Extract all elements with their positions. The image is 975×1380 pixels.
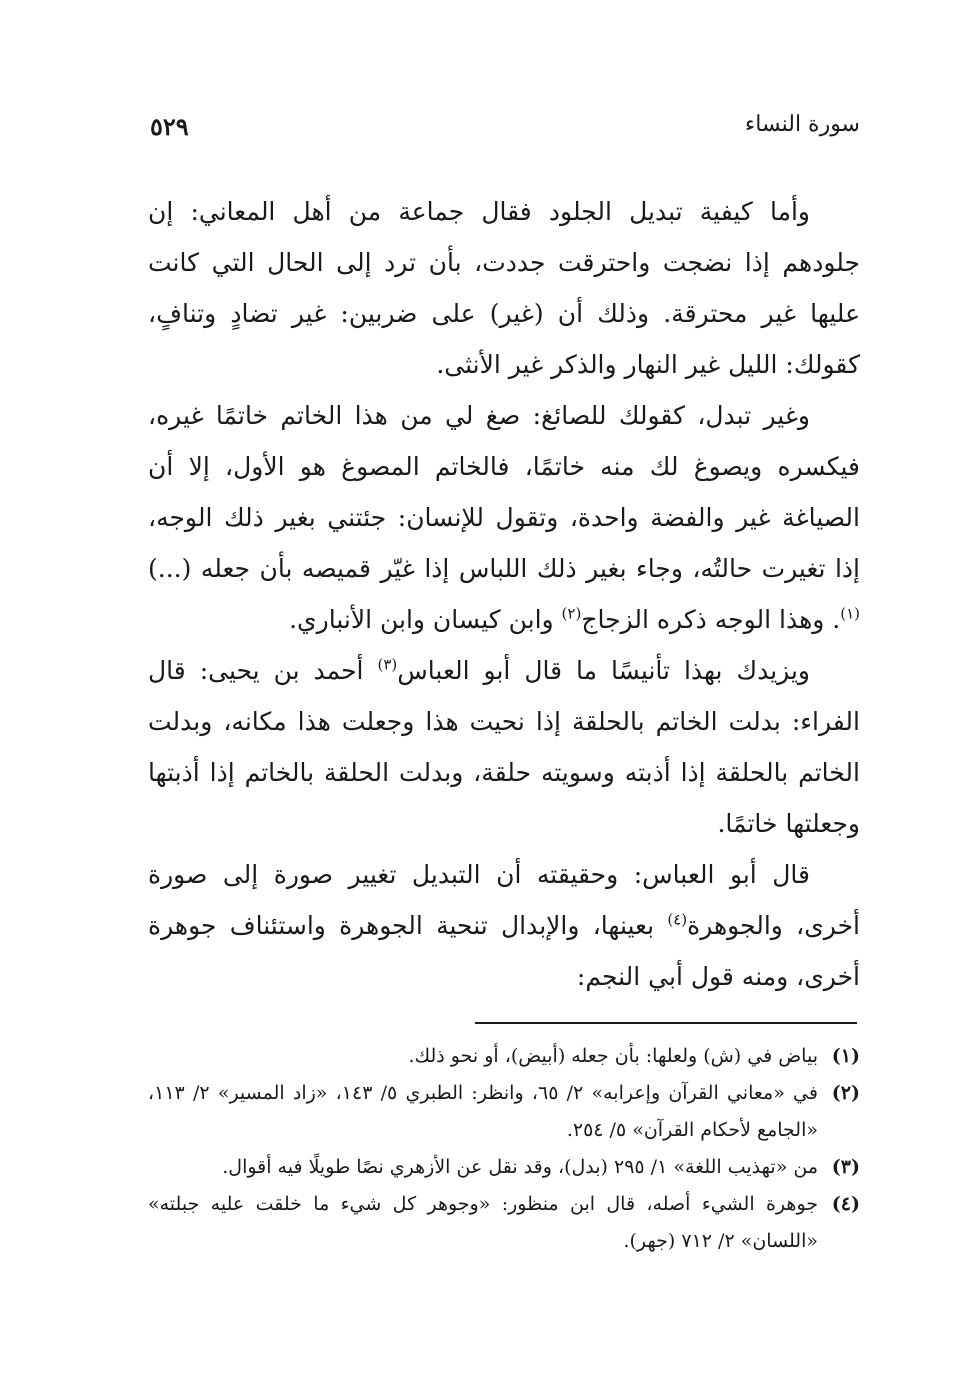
footnote-number: (٢): [831, 1082, 860, 1104]
running-title: سورة النساء: [744, 112, 860, 137]
footnote-ref-3: (٣): [377, 655, 398, 674]
footnote-number: (١): [831, 1045, 860, 1067]
paragraph-text: بعينها، والإبدال تنحية الجوهرة واستئناف جوهرة أخرى، ومنه قول أبي النجم:: [148, 911, 860, 991]
footnote-4: [148, 1186, 860, 1260]
footnote-1: [148, 1038, 860, 1075]
paragraph-text: وابن كيسان وابن الأنباري.: [289, 605, 562, 634]
footnotes: [148, 1038, 860, 1260]
paragraph-text: قال أبو العباس: وحقيقته أن التبديل تغيير صورة إلى صورة أخرى، والجوهرة: [148, 860, 860, 940]
footnote-ref-4: (٤): [667, 910, 688, 929]
paragraph-1: [148, 186, 860, 390]
footnote-ref-2: (٢): [561, 604, 582, 623]
page-header: [150, 112, 860, 152]
footnote-2: [148, 1075, 860, 1149]
footnote-number: (٤): [831, 1193, 860, 1215]
paragraph-text: وأما كيفية تبديل الجلود فقال جماعة من أهل المعاني: إن جلودهم إذا نضجت واحترقت جددت، بأن ترد إلى الحال التي كانت عليها غير محترقة. وذلك أن (غير) على ضربين: غير تضادٍ وتنافٍ، كقولك: الليل غير النهار والذكر غير الأنثى.: [148, 197, 860, 379]
footnote-number: (٣): [831, 1156, 860, 1178]
paragraph-2: [148, 390, 860, 645]
paragraph-text: ويزيدك بهذا تأنيسًا ما قال أبو العباس: [397, 656, 810, 685]
paragraph-4: [148, 849, 860, 1002]
footnote-text: بياض في (ش) ولعلها: بأن جعله (أبيض)، أو نحو ذلك.: [408, 1045, 818, 1067]
footnote-separator: [475, 1022, 857, 1024]
paragraph-text: أحمد بن يحيى: قال الفراء: بدلت الخاتم بالحلقة إذا نحيت هذا وجعلت هذا مكانه، وبدلت الخاتم بالحلقة إذا أذبته وسويته حلقة، وبدلت الحلقة بالخاتم إذا أذبتها وجعلتها خاتمًا.: [148, 656, 860, 838]
paragraph-text: . وهذا الوجه ذكره الزجاج: [581, 605, 841, 634]
page-number: ٥٢٩: [150, 112, 189, 141]
paragraph-3: [148, 645, 860, 849]
footnote-3: [148, 1149, 860, 1186]
footnote-text: جوهرة الشيء أصله، قال ابن منظور: «وجوهر كل شيء ما خلقت عليه جبلته» «اللسان» ٢/ ٧١٢ (جهر).: [148, 1193, 818, 1252]
footnote-ref-1: (١): [840, 604, 860, 623]
footnote-text: في «معاني القرآن وإعرابه» ٢/ ٦٥، وانظر: الطبري ٥/ ١٤٣، «زاد المسير» ٢/ ١١٣، «الجامع لأحكام القرآن» ٥/ ٢٥٤.: [148, 1082, 818, 1141]
paragraph-text: وغير تبدل، كقولك للصائغ: صغ لي من هذا الخاتم خاتمًا غيره، فيكسره ويصوغ لك منه خاتمًا، فالخاتم المصوغ هو الأول، إلا أن الصياغة غير والفضة واحدة، وتقول للإنسان: جئتني بغير ذلك الوجه، إذا تغيرت حالتُه، وجاء بغير ذلك اللباس إذا غيّر قميصه بأن جعله (...): [148, 401, 860, 583]
footnote-text: من «تهذيب اللغة» ١/ ٢٩٥ (بدل)، وقد نقل عن الأزهري نصًا طويلًا فيه أقوال.: [222, 1156, 818, 1178]
main-text: [148, 186, 860, 1002]
